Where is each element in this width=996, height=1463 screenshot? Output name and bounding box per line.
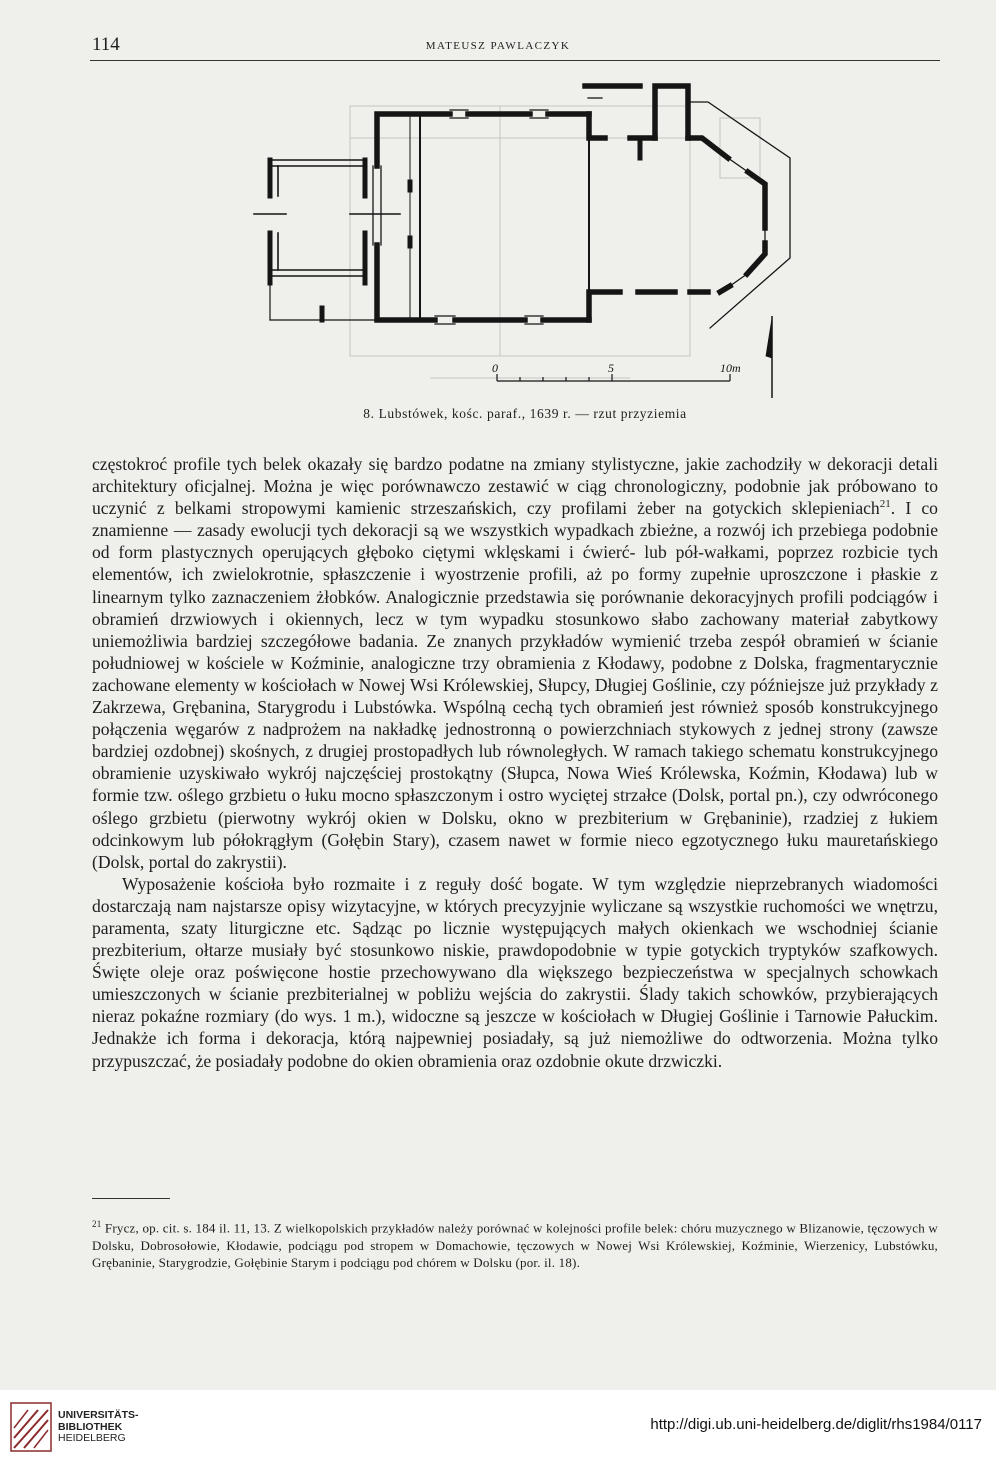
footnote-rule [92, 1198, 170, 1199]
scale-label-0: 0 [492, 361, 498, 375]
paragraph-1-part-a: częstokroć profile tych belek okazały się bardzo podatne na zmiany stylistyczne, jakie zachodziły w dekoracji detali architektury oficjalnej. Można je więc porównawczo zestawić w ciąg chronologiczny, podobnie jak próbowano to uczynić z belkami stropowymi kamienic strzeszańskich, czy profilami żeber na gotyckich sklepieniach [92, 454, 938, 519]
footnote-number: 21 [92, 1219, 102, 1229]
figure-caption: 8. Lubstówek, kośc. paraf., 1639 r. — rzut przyziemia [363, 406, 687, 421]
scale-label-10m: 10m [720, 361, 741, 375]
header-rule [90, 60, 940, 61]
floor-plan-figure [250, 78, 810, 408]
library-name [58, 1410, 139, 1445]
paragraph-1 [92, 453, 938, 873]
footnote [92, 1216, 938, 1272]
library-name-line-3: HEIDELBERG [58, 1432, 126, 1444]
paragraph-1-part-b: . I co znamienne — zasady ewolucji tych dekoracji są we wszystkich wypadkach zbieżne, a rozwój ich przebiega podobnie od form plastycznych operujących głęboko ciętymi wklęskami i ćwierć- lub pół-wałkami, poprzez rozbicie tych elementów, ich zwielokrotnie, spłaszczenie i wyostrzenie profili, aż po formy zupełnie uproszczone i płaskie z linearnym tylko zaznaczeniem żłobków. Analogicznie przedstawia się porównanie dekoracyjnych profili podciągów i obramień drzwiowych i okiennych, lecz w tym wypadku stosunkowo słabo zachowany materiał zabytkowy uniemożliwia bardziej szczegółowe badania. Ze znanych przykładów wymienić trzeba zespół obramień w ścianie południowej w kościele w Koźminie, analogiczne trzy obramienia z Kłodawy, podobne z Dolska, fragmentarycznie zachowane elementy w kościołach w Nowej Wsi Królewskiej, Słupcy, Długiej Goślinie, czy późniejsze już przykłady z Zakrzewa, Grębanina, Starygrodu i Lubstówka. Wspólną cechą tych obramień jest również sposób konstrukcyjnego połączenia węgarów z nadprożem na nakładkę jednostronną o powierzchniach stykowych z jednej strony (zawsze bardziej ozdobnej) skośnych, z drugiej prostopadłych lub równoległych. W ramach takiego schematu konstrukcyjnego obramienie uzyskiwało wykrój najczęściej prostokątny (Słupca, Nowa Wieś Królewska, Koźmin, Kłodawa) lub w formie tzw. oślego grzbietu o łuku mocno spłaszczonym i ostro wyciętej strzałce (Dolsk, portal pn.), czy odwróconego oślego grzbietu (pierwotny wykrój okien w Dolsku, okno w prezbiterium w Grębaninie), rzadziej z łukiem odcinkowym lub półokrągłym (Gołębin Stary), czasem nawet w formie nieco egzotycznego łuku mauretańskiego (Dolsk, portal do zakrystii). [92, 498, 938, 872]
library-name-line-1: UNIVERSITÄTS- [58, 1409, 139, 1421]
footer-bar [0, 1390, 996, 1463]
paragraph-2: Wyposażenie kościoła było rozmaite i z reguły dość bogate. W tym względzie nieprzebranych wiadomości dostarczają nam najstarsze opisy wizytacyjne, w których precyzyjnie wyliczane są wszystkie ruchomości we wnętrzu, paramenta, szaty liturgiczne etc. Sądząc po licznie występujących małych okienkach we wschodniej ścianie prezbiterium, ołtarze musiały być stosunkowo niskie, prawdopodobnie w typie gotyckich tryptyków szafkowych. Święte oleje oraz poświęcone hostie przechowywano dla większego bezpieczeństwa w specjalnych schowkach umieszczonych w ścianie prezbiterialnej w pobliżu wejścia do zakrystii. Ślady takich schowków, przybierających nieraz pokaźne rozmiary (do wys. 1 m.), widoczne są jeszcze w kościołach w Długiej Goślinie i Tarnowie Pałuckim. Jednakże ich forma i dekoracja, którą najpewniej posiadały, są już niemożliwe do odtworzenia. Można tylko przypuszczać, że posiadały podobne do okien obramienia oraz ozdobnie okute drzwiczki. [92, 873, 938, 1071]
source-url-link[interactable]: http://digi.ub.uni-heidelberg.de/diglit/rhs1984/0117 [650, 1416, 982, 1433]
body-text [92, 453, 938, 1072]
scale-label-5: 5 [608, 361, 614, 375]
library-name-line-2: BIBLIOTHEK [58, 1420, 123, 1433]
footnote-reference[interactable]: 21 [879, 498, 891, 511]
footnote-text: Frycz, op. cit. s. 184 il. 11, 13. Z wielkopolskich przykładów należy porównać w kolejności profile belek: chóru muzycznego w Blizanowie, tęczowych w Dolsku, Dobrosołowie, Kłodawie, podciągu pod stropem w Domachowie, tęczowych w Nowej Wsi Królewskiej, Koźminie, Wierzenicy, Lubstówku, Grębaninie, Starygrodzie, Gołębinie Starym i podciągu pod chórem w Dolsku (por. il. 18). [92, 1220, 938, 1271]
library-logo-icon [10, 1402, 52, 1452]
page-number: 114 [92, 34, 120, 55]
running-head: MATEUSZ PAWLACZYK [425, 40, 571, 52]
